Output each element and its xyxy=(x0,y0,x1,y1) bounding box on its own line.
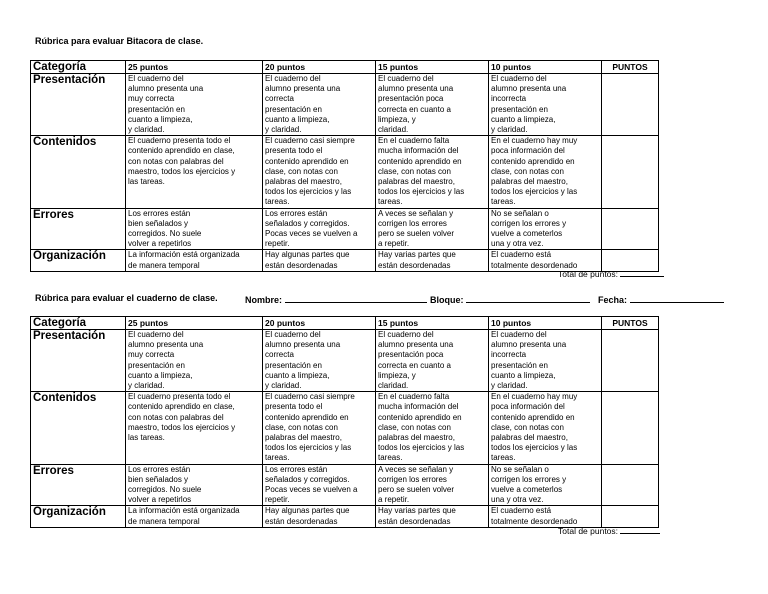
score-cell[interactable] xyxy=(602,392,659,464)
total-label: Total de puntos: xyxy=(558,526,619,536)
header-15-puntos: 15 puntos xyxy=(376,61,489,74)
criteria-cell: Los errores están señalados y corregidos. Pocas veces se vuelven a repetir. xyxy=(263,208,376,250)
header-10-puntos: 10 puntos xyxy=(489,317,602,330)
criteria-cell: El cuaderno del alumno presenta una incorrecta presentación en cuanto a limpieza, y claridad. xyxy=(489,74,602,136)
row-category: Presentación xyxy=(31,330,126,392)
criteria-cell: En el cuaderno falta mucha información del contenido aprendido en clase, con notas con palabras del maestro, todos los ejercicios y las tareas. xyxy=(376,392,489,464)
criteria-cell: El cuaderno del alumno presenta una muy correcta presentación en cuanto a limpieza, y claridad. xyxy=(126,74,263,136)
row-category: Contenidos xyxy=(31,392,126,464)
total-blank-line[interactable] xyxy=(620,525,660,534)
score-cell[interactable] xyxy=(602,330,659,392)
header-puntos: PUNTOS xyxy=(602,317,659,330)
criteria-cell: El cuaderno del alumno presenta una correcta presentación en cuanto a limpieza, y claridad. xyxy=(263,74,376,136)
criteria-cell: Los errores están señalados y corregidos. Pocas veces se vuelven a repetir. xyxy=(263,464,376,506)
header-categoria: Categoría xyxy=(31,317,126,330)
bloque-input-line[interactable] xyxy=(466,293,590,303)
criteria-cell: En el cuaderno falta mucha información del contenido aprendido en clase, con notas con palabras del maestro, todos los ejercicios y las tareas. xyxy=(376,136,489,208)
criteria-cell: Hay algunas partes que están desordenadas xyxy=(263,506,376,528)
criteria-cell: No se señalan o corrigen los errores y vuelve a cometerlos una y otra vez. xyxy=(489,208,602,250)
header-15-puntos: 15 puntos xyxy=(376,317,489,330)
table-row-presentacion xyxy=(31,74,659,136)
row-category: Errores xyxy=(31,208,126,250)
criteria-cell: Hay algunas partes que están desordenadas xyxy=(263,250,376,272)
fecha-field xyxy=(598,293,724,305)
header-10-puntos: 10 puntos xyxy=(489,61,602,74)
criteria-cell: El cuaderno está totalmente desordenado xyxy=(489,250,602,272)
nombre-input-line[interactable] xyxy=(285,293,427,303)
table-row-errores xyxy=(31,464,659,506)
criteria-cell: A veces se señalan y corrigen los errores pero se suelen volver a repetir. xyxy=(376,464,489,506)
criteria-cell: En el cuaderno hay muy poca información del contenido aprendido en clase, con notas con palabras del maestro, todos los ejercicios y las tareas. xyxy=(489,392,602,464)
header-25-puntos: 25 puntos xyxy=(126,317,263,330)
bloque-field xyxy=(430,293,590,305)
table-row-contenidos xyxy=(31,136,659,208)
criteria-cell: El cuaderno casi siempre presenta todo el contenido aprendido en clase, con notas con palabras del maestro, todos los ejercicios y las tareas. xyxy=(263,136,376,208)
rubric-2-title: Rúbrica para evaluar el cuaderno de clase. xyxy=(35,293,218,303)
score-cell[interactable] xyxy=(602,74,659,136)
criteria-cell: El cuaderno del alumno presenta una presentación poca correcta en cuanto a limpieza, y claridad. xyxy=(376,330,489,392)
score-cell[interactable] xyxy=(602,464,659,506)
criteria-cell: El cuaderno del alumno presenta una correcta presentación en cuanto a limpieza, y claridad. xyxy=(263,330,376,392)
total-label: Total de puntos: xyxy=(558,269,619,279)
criteria-cell: No se señalan o corrigen los errores y vuelve a cometerlos una y otra vez. xyxy=(489,464,602,506)
criteria-cell: El cuaderno del alumno presenta una incorrecta presentación en cuanto a limpieza, y claridad. xyxy=(489,330,602,392)
score-cell[interactable] xyxy=(602,208,659,250)
rubric-2-table xyxy=(30,316,659,528)
table-row-presentacion xyxy=(31,330,659,392)
criteria-cell: La información está organizada de manera temporal xyxy=(126,250,263,272)
criteria-cell: El cuaderno está totalmente desordenado xyxy=(489,506,602,528)
criteria-cell: El cuaderno casi siempre presenta todo el contenido aprendido en clase, con notas con palabras del maestro, todos los ejercicios y las tareas. xyxy=(263,392,376,464)
fecha-label: Fecha: xyxy=(598,295,628,305)
header-20-puntos: 20 puntos xyxy=(263,61,376,74)
header-20-puntos: 20 puntos xyxy=(263,317,376,330)
nombre-label: Nombre: xyxy=(245,295,283,305)
fecha-input-line[interactable] xyxy=(630,293,724,303)
criteria-cell: El cuaderno presenta todo el contenido aprendido en clase, con notas con palabras del maestro, todos los ejercicios y las tareas. xyxy=(126,392,263,464)
header-puntos: PUNTOS xyxy=(602,61,659,74)
criteria-cell: Los errores están bien señalados y corregidos. No suele volver a repetirlos xyxy=(126,208,263,250)
score-cell[interactable] xyxy=(602,136,659,208)
criteria-cell: El cuaderno presenta todo el contenido aprendido en clase, con notas con palabras del maestro, todos los ejercicios y las tareas. xyxy=(126,136,263,208)
total-points-2 xyxy=(558,525,660,536)
header-categoria: Categoría xyxy=(31,61,126,74)
rubric-1-title: Rúbrica para evaluar Bitacora de clase. xyxy=(35,36,204,46)
criteria-cell: En el cuaderno hay muy poca información del contenido aprendido en clase, con notas con palabras del maestro, todos los ejercicios y las tareas. xyxy=(489,136,602,208)
row-category: Organización xyxy=(31,250,126,272)
bloque-label: Bloque: xyxy=(430,295,464,305)
criteria-cell: A veces se señalan y corrigen los errores pero se suelen volver a repetir. xyxy=(376,208,489,250)
table-header-row xyxy=(31,317,659,330)
criteria-cell: El cuaderno del alumno presenta una muy correcta presentación en cuanto a limpieza, y claridad. xyxy=(126,330,263,392)
table-row-errores xyxy=(31,208,659,250)
row-category: Contenidos xyxy=(31,136,126,208)
row-category: Organización xyxy=(31,506,126,528)
table-header-row xyxy=(31,61,659,74)
total-points-1 xyxy=(558,268,664,279)
total-blank-line[interactable] xyxy=(620,268,664,277)
criteria-cell: Los errores están bien señalados y corregidos. No suele volver a repetirlos xyxy=(126,464,263,506)
rubric-1-table xyxy=(30,60,659,272)
row-category: Errores xyxy=(31,464,126,506)
criteria-cell: La información está organizada de manera temporal xyxy=(126,506,263,528)
nombre-field xyxy=(245,293,427,305)
table-row-contenidos xyxy=(31,392,659,464)
header-25-puntos: 25 puntos xyxy=(126,61,263,74)
criteria-cell: El cuaderno del alumno presenta una presentación poca correcta en cuanto a limpieza, y claridad. xyxy=(376,74,489,136)
criteria-cell: Hay varias partes que están desordenadas xyxy=(376,250,489,272)
criteria-cell: Hay varias partes que están desordenadas xyxy=(376,506,489,528)
row-category: Presentación xyxy=(31,74,126,136)
